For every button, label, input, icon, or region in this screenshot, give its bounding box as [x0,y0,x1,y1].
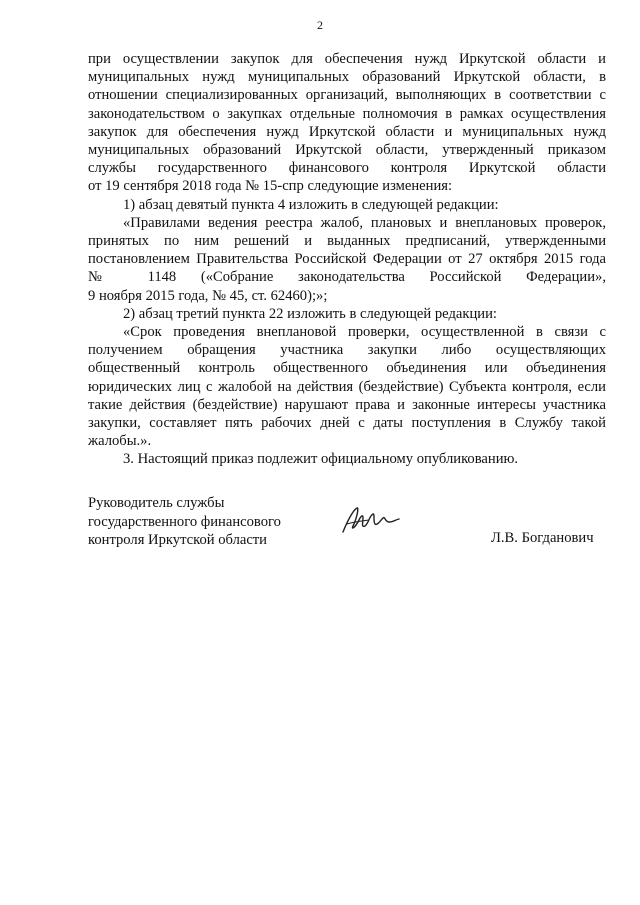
document-body [88,50,606,469]
body-line: такие действия (бездействие) нарушают права и законные интересы участника [88,396,606,413]
body-line: от 19 сентября 2018 года № 15-спр следующие изменения: [88,178,453,195]
body-line: 9 ноября 2015 года, № 45, ст. 62460);»; [88,287,328,304]
body-line: постановлением Правительства Российской Федерации от 27 октября 2015 года [88,251,606,268]
signatory-title-line-2: государственного финансового [88,513,281,530]
body-line: закупки, составляет пять рабочих дней с даты поступления в Службу такой [88,415,606,432]
body-line: службы государственного финансового контроля Иркутской области [88,160,606,177]
body-line: закупок для обеспечения нужд Иркутской области и муниципальных нужд [88,123,606,140]
body-line: 1) абзац девятый пункта 4 изложить в следующей редакции: [123,196,499,213]
body-line: при осуществлении закупок для обеспечения нужд Иркутской области и [88,51,606,67]
body-line: юридических лиц с жалобой на действия (бездействие) Субъекта контроля, если [88,378,606,395]
body-line: муниципальных нужд муниципальных образований Иркутской области, в [88,69,606,86]
page-number: 2 [317,18,323,32]
body-line: 3. Настоящий приказ подлежит официальному опубликованию. [123,451,519,468]
body-line: общественный контроль общественного объединения или объединения [88,360,606,377]
body-line: «Срок проведения внеплановой проверки, осуществленной в связи с [123,324,606,341]
handwritten-signature [339,504,401,538]
body-line: муниципальных образований Иркутской области, утвержденный приказом [88,142,606,159]
body-line: 2) абзац третий пункта 22 изложить в следующей редакции: [123,305,497,322]
signatory-title-block [88,494,281,550]
body-line: отношении специализированных организаций, выполняющих в соответствии с [88,87,606,104]
body-line: жалобы.». [88,433,152,450]
signatory-title-line-3: контроля Иркутской области [88,532,267,548]
body-line: принятых по ним решений и выданных предписаний, утвержденными [88,233,606,250]
body-line: № 1148 («Собрание законодательства Российской Федерации», [88,269,606,286]
body-line: «Правилами ведения реестра жалоб, плановых и внеплановых проверок, [123,214,606,231]
signatory-name: Л.В. Богданович [491,530,594,546]
body-line: законодательством о закупках отдельные полномочия в рамках осуществления [88,105,606,122]
signatory-title-line-1: Руководитель службы [88,495,225,511]
body-line: получением обращения участника закупки либо осуществляющих [88,342,606,359]
